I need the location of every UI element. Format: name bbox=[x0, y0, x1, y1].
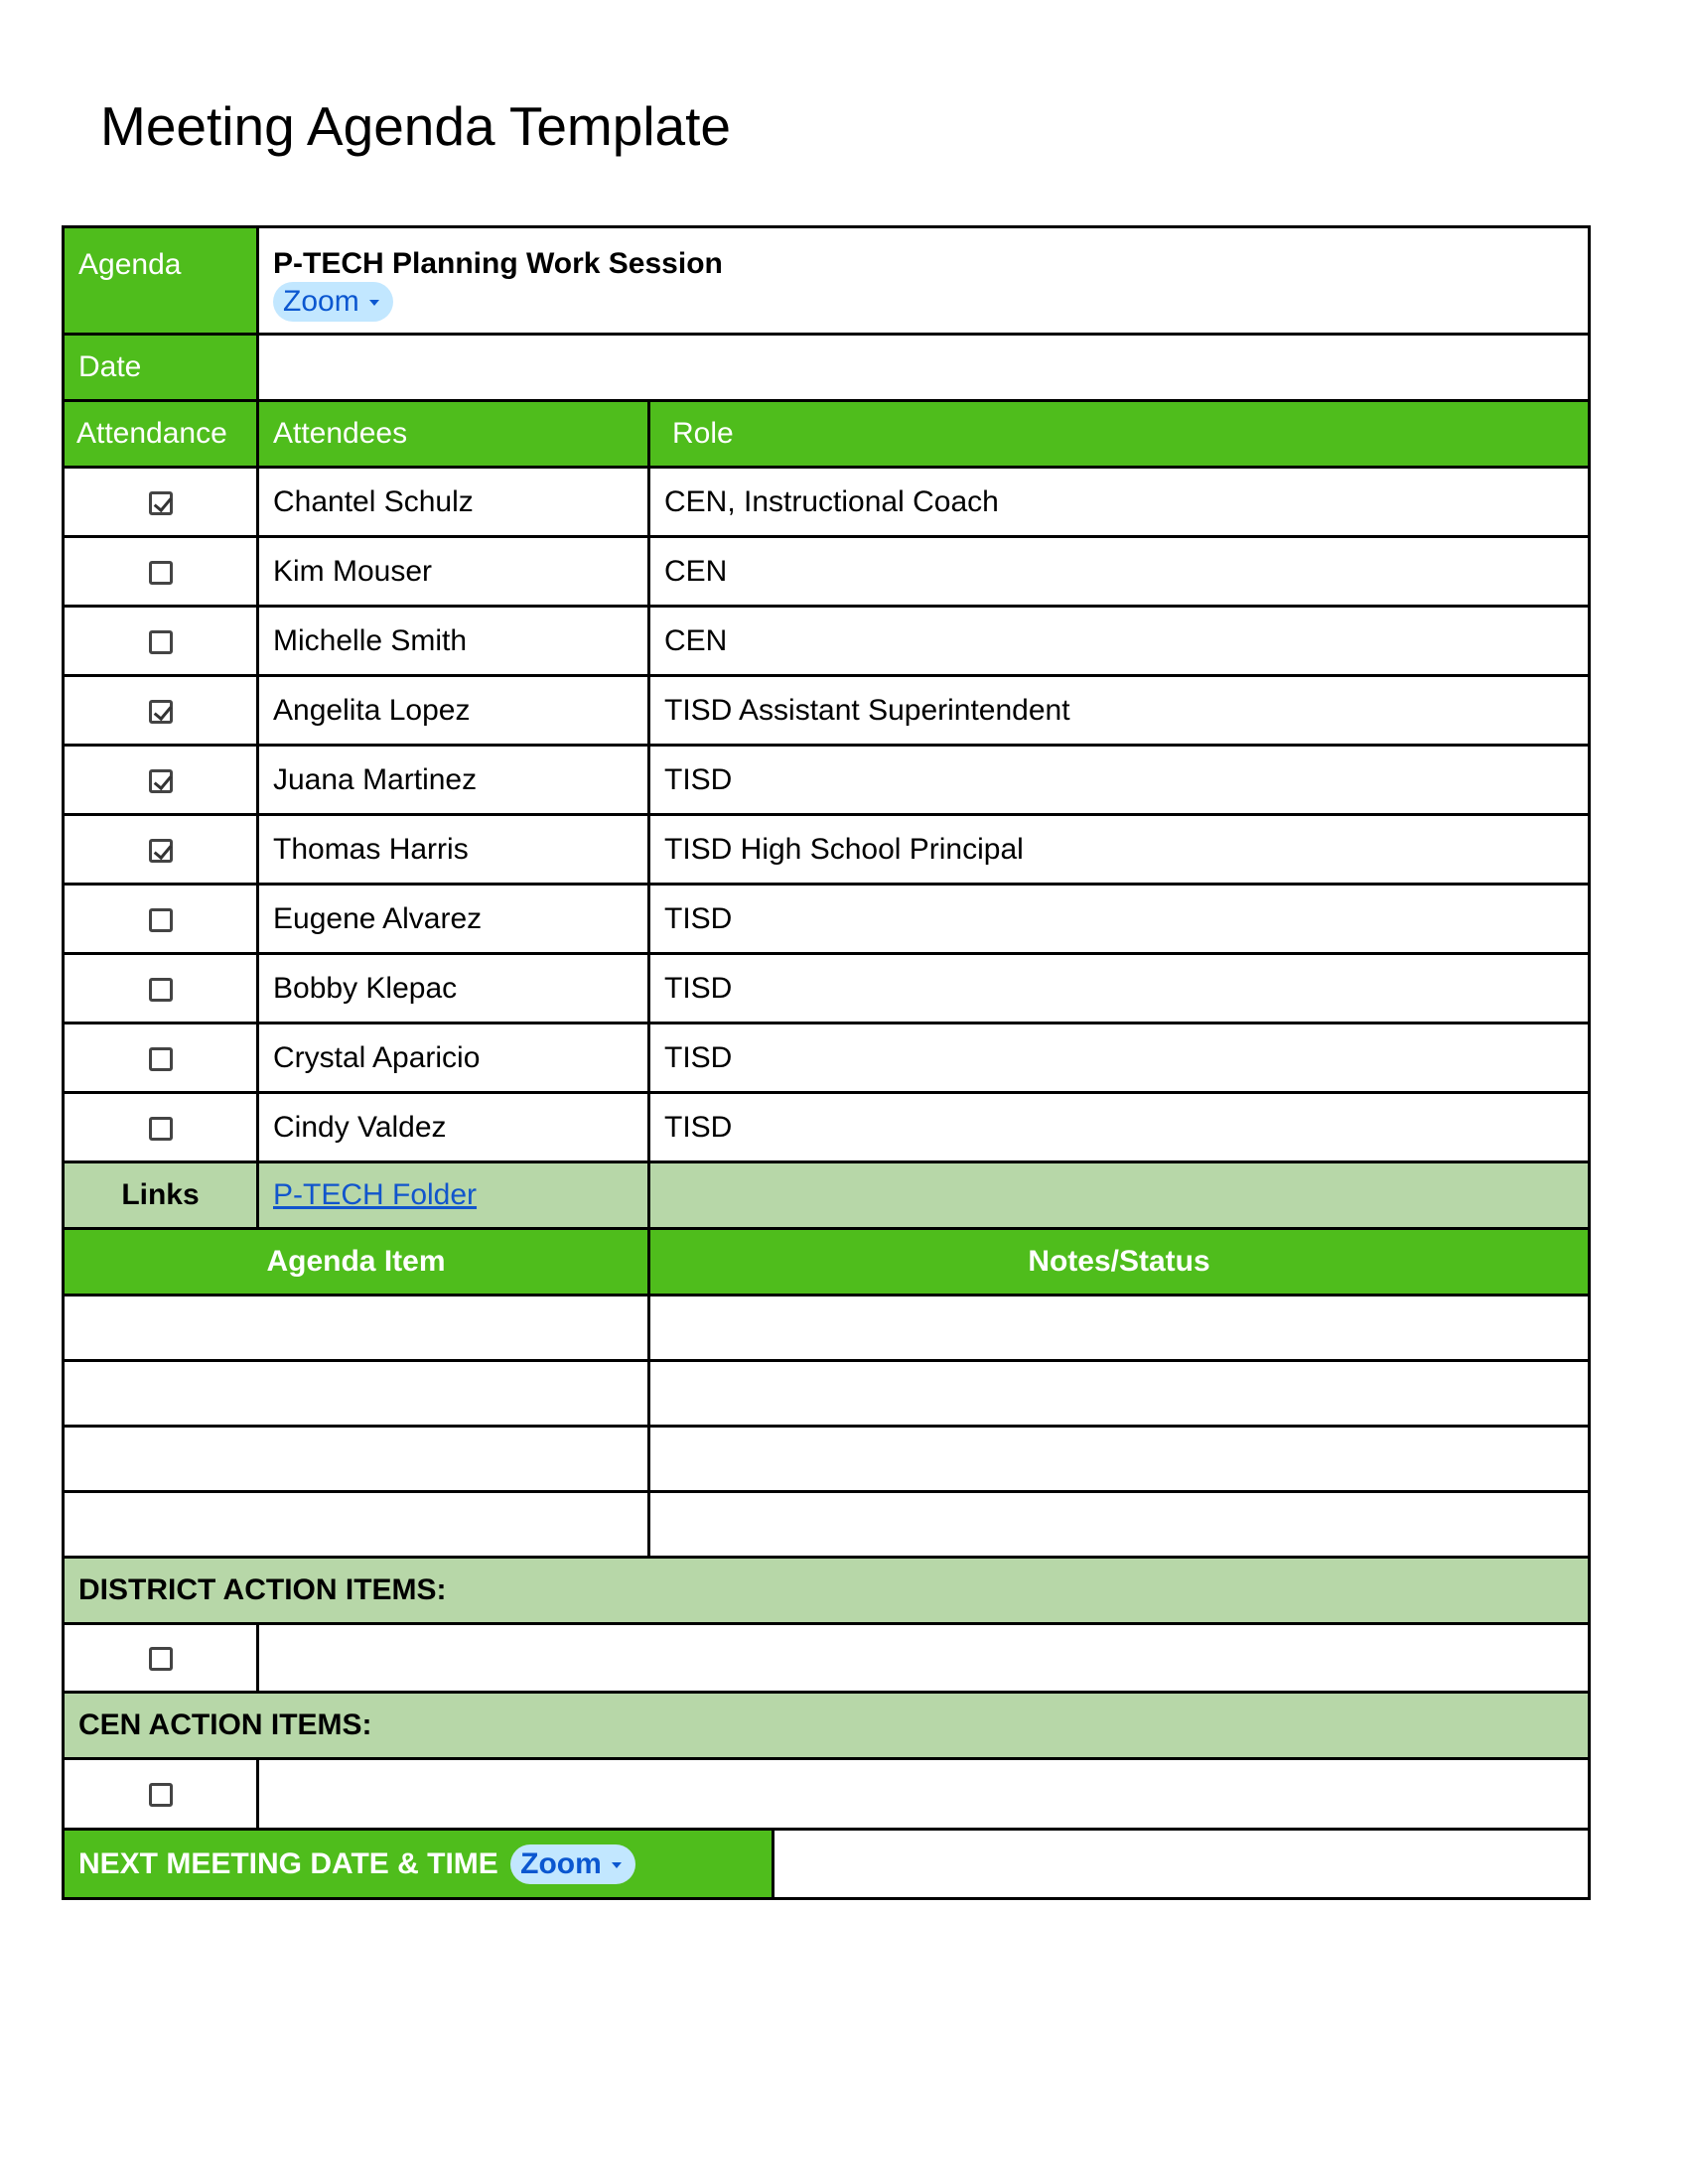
agenda-item-cell[interactable] bbox=[64, 1296, 649, 1361]
attendance-header-row bbox=[64, 401, 1590, 468]
zoom-chip[interactable] bbox=[273, 282, 393, 322]
attendance-checkbox-cell bbox=[64, 1093, 258, 1162]
agenda-item-cell[interactable] bbox=[64, 1492, 649, 1558]
cen-action-items-header-row bbox=[64, 1693, 1590, 1759]
attendance-checkbox[interactable] bbox=[149, 630, 173, 654]
zoom-chip-label: Zoom bbox=[283, 285, 359, 318]
attendee-name: Michelle Smith bbox=[258, 607, 649, 676]
attendee-row bbox=[64, 537, 1590, 607]
links-cell bbox=[258, 1162, 649, 1229]
attendee-row bbox=[64, 885, 1590, 954]
attendance-checkbox[interactable] bbox=[149, 561, 173, 585]
agenda-item-row bbox=[64, 1361, 1590, 1427]
attendance-checkbox[interactable] bbox=[149, 491, 173, 515]
date-label: Date bbox=[64, 335, 258, 401]
attendee-role: CEN, Instructional Coach bbox=[649, 468, 1590, 537]
agenda-item-row bbox=[64, 1296, 1590, 1361]
agenda-value-cell[interactable] bbox=[258, 227, 1590, 335]
next-meeting-row bbox=[64, 1830, 1590, 1899]
chevron-down-icon bbox=[369, 300, 379, 306]
attendance-checkbox[interactable] bbox=[149, 700, 173, 724]
attendee-name: Eugene Alvarez bbox=[258, 885, 649, 954]
attendee-name: Thomas Harris bbox=[258, 815, 649, 885]
district-action-checkbox-cell bbox=[64, 1624, 258, 1693]
attendance-checkbox[interactable] bbox=[149, 839, 173, 863]
attendees-header: Attendees bbox=[258, 401, 649, 468]
notes-status-cell[interactable] bbox=[649, 1361, 1590, 1427]
attendee-role: TISD bbox=[649, 746, 1590, 815]
attendee-row bbox=[64, 676, 1590, 746]
agenda-row bbox=[64, 227, 1590, 335]
links-row bbox=[64, 1162, 1590, 1229]
agenda-table bbox=[62, 225, 1591, 1900]
chevron-down-icon bbox=[612, 1862, 622, 1868]
district-action-text-cell[interactable] bbox=[258, 1624, 1590, 1693]
attendance-checkbox[interactable] bbox=[149, 908, 173, 932]
attendance-checkbox-cell bbox=[64, 676, 258, 746]
agenda-item-header: Agenda Item bbox=[64, 1229, 649, 1296]
date-value[interactable] bbox=[258, 335, 1590, 401]
attendee-row bbox=[64, 746, 1590, 815]
attendee-name: Angelita Lopez bbox=[258, 676, 649, 746]
attendance-checkbox-cell bbox=[64, 954, 258, 1024]
agenda-items-header-row bbox=[64, 1229, 1590, 1296]
district-action-items-label: DISTRICT ACTION ITEMS: bbox=[64, 1558, 1590, 1624]
attendee-name: Crystal Aparicio bbox=[258, 1024, 649, 1093]
attendee-row bbox=[64, 468, 1590, 537]
attendance-checkbox-cell bbox=[64, 468, 258, 537]
attendance-checkbox-cell bbox=[64, 746, 258, 815]
attendance-checkbox-cell bbox=[64, 537, 258, 607]
attendee-role: CEN bbox=[649, 607, 1590, 676]
notes-status-header: Notes/Status bbox=[649, 1229, 1590, 1296]
next-meeting-label: NEXT MEETING DATE & TIME bbox=[78, 1846, 498, 1880]
agenda-item-cell[interactable] bbox=[64, 1361, 649, 1427]
cen-action-checkbox[interactable] bbox=[149, 1783, 173, 1807]
attendance-checkbox[interactable] bbox=[149, 1117, 173, 1141]
page-title: Meeting Agenda Template bbox=[100, 95, 731, 157]
role-header: Role bbox=[649, 401, 1590, 468]
cen-action-items-label: CEN ACTION ITEMS: bbox=[64, 1693, 1590, 1759]
attendee-row bbox=[64, 815, 1590, 885]
attendee-role: TISD Assistant Superintendent bbox=[649, 676, 1590, 746]
attendee-row bbox=[64, 1093, 1590, 1162]
attendee-row bbox=[64, 954, 1590, 1024]
notes-status-cell[interactable] bbox=[649, 1296, 1590, 1361]
next-meeting-cell bbox=[64, 1830, 774, 1899]
attendee-row bbox=[64, 1024, 1590, 1093]
cen-action-text-cell[interactable] bbox=[258, 1759, 1590, 1830]
attendee-role: TISD bbox=[649, 954, 1590, 1024]
attendee-role: TISD High School Principal bbox=[649, 815, 1590, 885]
attendee-role: TISD bbox=[649, 885, 1590, 954]
attendance-checkbox[interactable] bbox=[149, 1047, 173, 1071]
attendance-header: Attendance bbox=[64, 401, 258, 468]
attendee-role: TISD bbox=[649, 1093, 1590, 1162]
attendee-name: Cindy Valdez bbox=[258, 1093, 649, 1162]
notes-status-cell[interactable] bbox=[649, 1492, 1590, 1558]
district-action-checkbox[interactable] bbox=[149, 1647, 173, 1671]
attendee-name: Bobby Klepac bbox=[258, 954, 649, 1024]
attendance-checkbox-cell bbox=[64, 885, 258, 954]
attendee-role: CEN bbox=[649, 537, 1590, 607]
next-meeting-zoom-chip-label: Zoom bbox=[520, 1846, 602, 1880]
ptech-folder-link[interactable]: P-TECH Folder bbox=[273, 1178, 478, 1211]
district-action-item-row bbox=[64, 1624, 1590, 1693]
attendee-role: TISD bbox=[649, 1024, 1590, 1093]
cen-action-item-row bbox=[64, 1759, 1590, 1830]
links-label: Links bbox=[64, 1162, 258, 1229]
agenda-item-cell[interactable] bbox=[64, 1427, 649, 1492]
agenda-title: P-TECH Planning Work Session bbox=[273, 247, 723, 280]
attendee-row bbox=[64, 607, 1590, 676]
links-empty-cell bbox=[649, 1162, 1590, 1229]
date-row bbox=[64, 335, 1590, 401]
district-action-items-header-row bbox=[64, 1558, 1590, 1624]
attendee-name: Kim Mouser bbox=[258, 537, 649, 607]
attendee-rows bbox=[64, 468, 1590, 1162]
attendee-name: Juana Martinez bbox=[258, 746, 649, 815]
attendance-checkbox[interactable] bbox=[149, 978, 173, 1002]
attendee-name: Chantel Schulz bbox=[258, 468, 649, 537]
agenda-item-row bbox=[64, 1492, 1590, 1558]
next-meeting-value[interactable] bbox=[774, 1830, 1590, 1899]
attendance-checkbox-cell bbox=[64, 815, 258, 885]
agenda-item-row bbox=[64, 1427, 1590, 1492]
next-meeting-zoom-chip[interactable] bbox=[510, 1844, 635, 1884]
agenda-label: Agenda bbox=[64, 227, 258, 335]
cen-action-checkbox-cell bbox=[64, 1759, 258, 1830]
notes-status-cell[interactable] bbox=[649, 1427, 1590, 1492]
attendance-checkbox[interactable] bbox=[149, 769, 173, 793]
attendance-checkbox-cell bbox=[64, 607, 258, 676]
attendance-checkbox-cell bbox=[64, 1024, 258, 1093]
